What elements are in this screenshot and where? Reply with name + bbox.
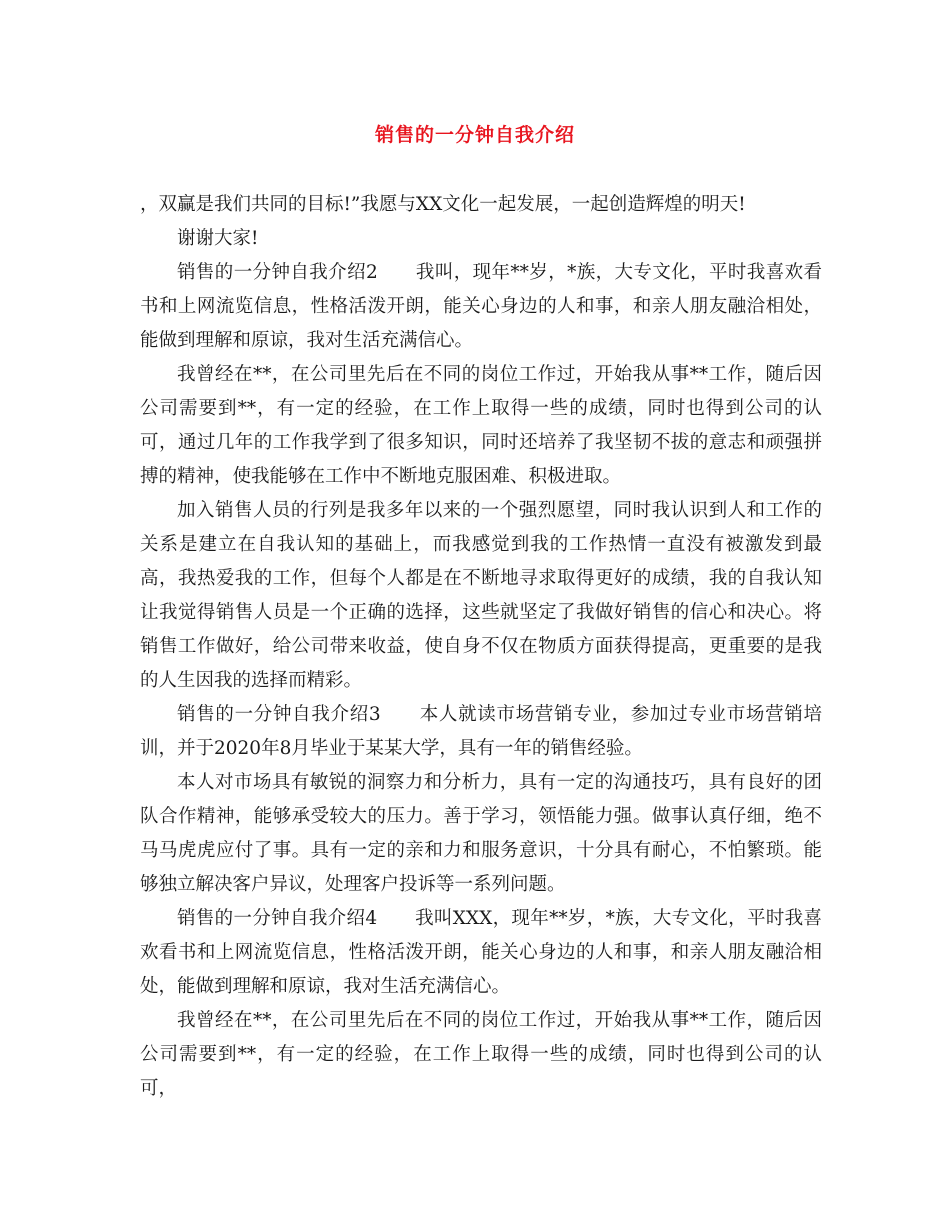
paragraph: 谢谢大家! bbox=[177, 228, 259, 249]
paragraph: 销售的一分钟自我介绍4 我叫XXX，现年**岁，*族，大专文化，平时我喜欢看书和上网流览信息，性格活泼开朗，能关心身边的人和事，和亲人朋友融洽相处，能做到理解和原谅，我对生活充满信心。 bbox=[140, 908, 822, 997]
paragraph: 销售的一分钟自我介绍3 本人就读市场营销专业，参加过专业市场营销培训，并于2020年8月毕业于某某大学，具有一年的销售经验。 bbox=[140, 704, 822, 759]
document-title: 销售的一分钟自我介绍 bbox=[374, 124, 575, 146]
paragraph: 我曾经在**，在公司里先后在不同的岗位工作过，开始我从事**工作，随后因公司需要到**，有一定的经验，在工作上取得一些的成绩，同时也得到公司的认可， bbox=[140, 1010, 822, 1099]
paragraph: 我曾经在**，在公司里先后在不同的岗位工作过，开始我从事**工作，随后因公司需要到**，有一定的经验，在工作上取得一些的成绩，同时也得到公司的认可，通过几年的工作我学到了很多知识，同时还培养了我坚韧不拔的意志和顽强拼搏的精神，使我能够在工作中不断地克服困难、积极进取。 bbox=[140, 364, 822, 487]
paragraph: ，双赢是我们共同的目标!”我愿与XX文化一起发展，一起创造辉煌的明天! bbox=[140, 194, 746, 215]
document-body bbox=[140, 188, 822, 1106]
paragraph: 加入销售人员的行列是我多年以来的一个强烈愿望，同时我认识到人和工作的关系是建立在自我认知的基础上，而我感觉到我的工作热情一直没有被激发到最高，我热爱我的工作，但每个人都是在不断地寻求取得更好的成绩，我的自我认知让我觉得销售人员是一个正确的选择，这些就坚定了我做好销售的信心和决心。将销售工作做好，给公司带来收益，使自身不仅在物质方面获得提高，更重要的是我的人生因我的选择而精彩。 bbox=[140, 500, 822, 691]
paragraph: 本人对市场具有敏锐的洞察力和分析力，具有一定的沟通技巧，具有良好的团队合作精神，能够承受较大的压力。善于学习，领悟能力强。做事认真仔细，绝不马马虎虎应付了事。具有一定的亲和力和服务意识，十分具有耐心，不怕繁琐。能够独立解决客户异议，处理客户投诉等一系列问题。 bbox=[140, 772, 822, 895]
paragraph: 销售的一分钟自我介绍2 我叫，现年**岁，*族，大专文化，平时我喜欢看书和上网流览信息，性格活泼开朗，能关心身边的人和事，和亲人朋友融洽相处，能做到理解和原谅，我对生活充满信心。 bbox=[140, 262, 822, 351]
